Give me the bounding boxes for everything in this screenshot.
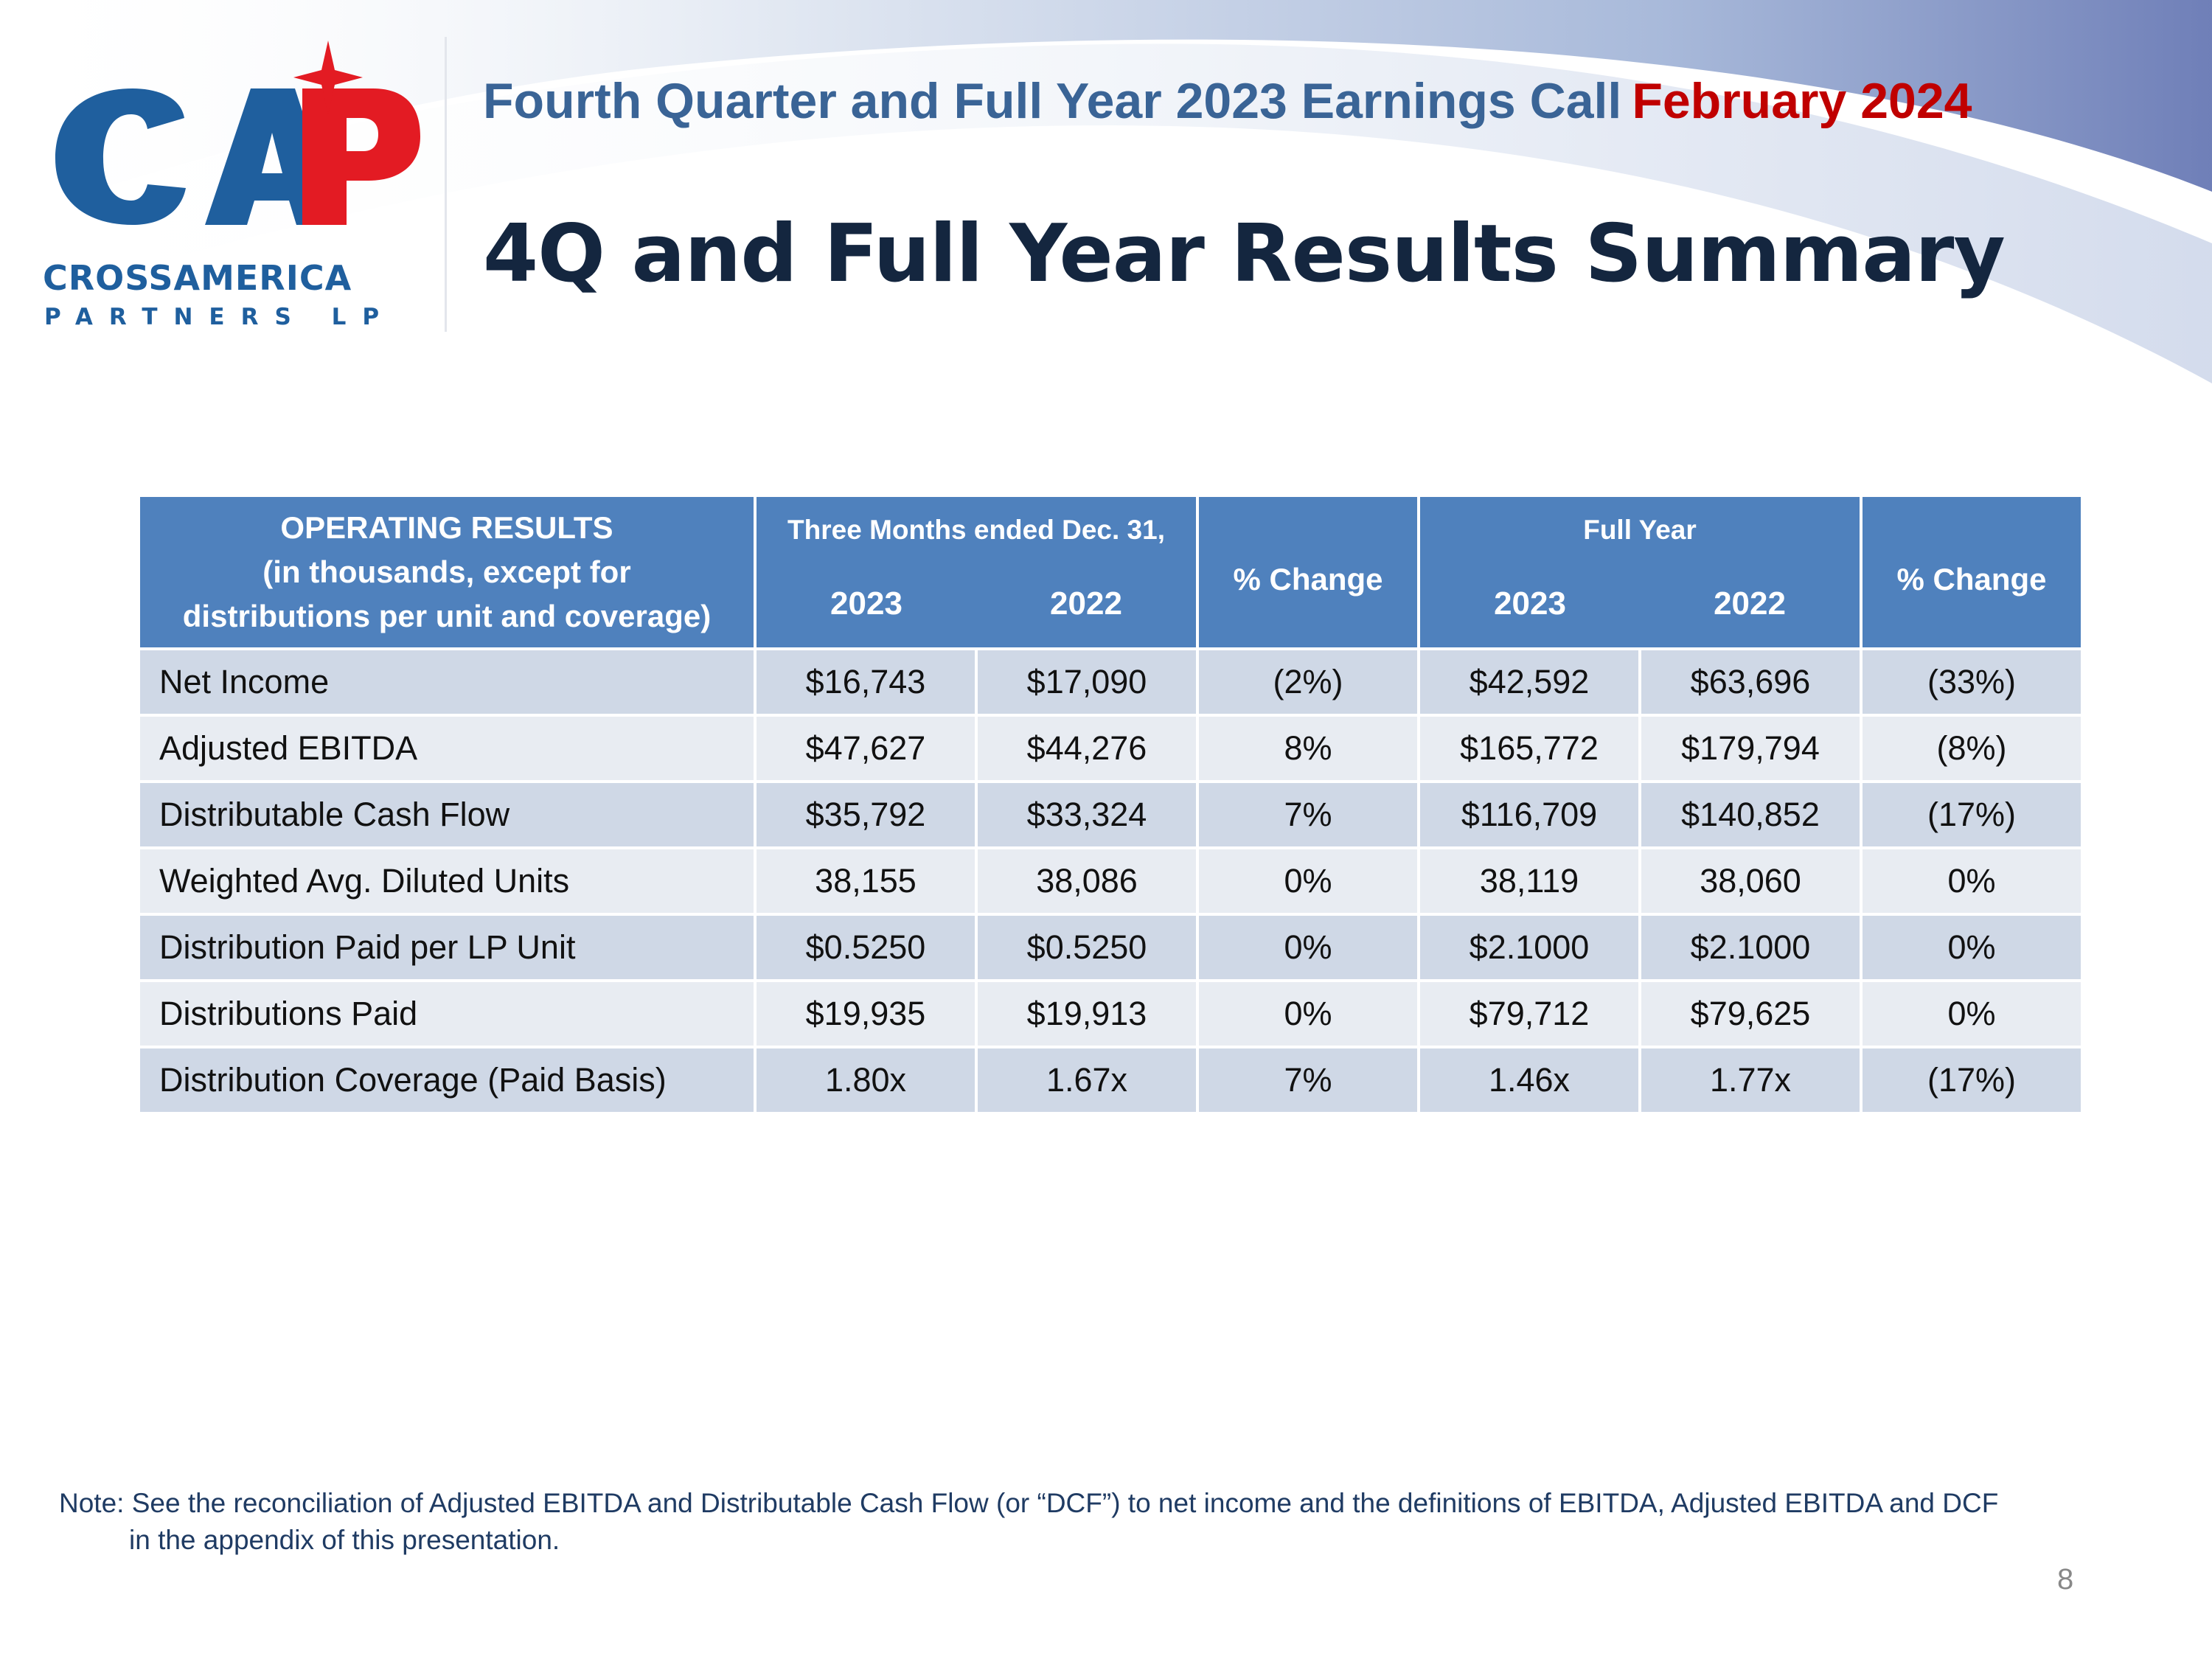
cell-q-2022: 38,086 [978,849,1196,913]
cell-q-pct: (2%) [1199,650,1417,714]
cell-q-pct: 7% [1199,783,1417,846]
table-row-distribution-per-unit [140,916,2081,979]
operating-results-table [137,494,2084,1115]
cell-q-2023: $0.5250 [757,916,975,979]
cell-q-2023: 38,155 [757,849,975,913]
cell-fy-2022: $79,625 [1641,982,1860,1046]
table-row-weighted-avg-units [140,849,2081,913]
logo-company-subtitle: PARTNERS LP [44,304,396,330]
row-label: Distribution Paid per LP Unit [140,916,754,979]
subtitle-date: February 2024 [1632,73,1972,129]
cell-fy-2023: $165,772 [1420,717,1638,780]
header-title-line: (in thousands, except for [262,554,631,589]
cell-fy-pct: (8%) [1863,717,2081,780]
presentation-subtitle [483,72,1972,130]
header-fy-year-2022: 2022 [1714,585,1786,622]
cap-logo-mark [29,37,428,251]
footnote-line-2: in the appendix of this presentation. [129,1525,560,1555]
cell-fy-2022: $63,696 [1641,650,1860,714]
footnote-line-1: Note: See the reconciliation of Adjusted EBITDA and Distributable Cash Flow (or “DCF”) to net income and the definitions of EBITDA, Adjusted EBITDA and DCF [59,1488,1999,1518]
header-fy-pct-change [1863,497,2081,647]
cell-q-2023: $19,935 [757,982,975,1046]
cell-q-pct: 0% [1199,916,1417,979]
cell-fy-2022: $179,794 [1641,717,1860,780]
header-three-months [757,497,1196,647]
cell-fy-2022: $140,852 [1641,783,1860,846]
table-row-distribution-coverage [140,1048,2081,1112]
header-quarter-pct-change [1199,497,1417,647]
cell-q-2022: $17,090 [978,650,1196,714]
cell-fy-2023: 1.46x [1420,1048,1638,1112]
header-operating-results [140,497,754,647]
cell-q-2022: $19,913 [978,982,1196,1046]
table-row-adjusted-ebitda [140,717,2081,780]
cell-q-2022: $0.5250 [978,916,1196,979]
row-label: Weighted Avg. Diluted Units [140,849,754,913]
footnote [59,1485,2124,1559]
header-fy-year-2023: 2023 [1494,585,1566,622]
header-quarter-year-2023: 2023 [830,585,902,622]
cell-fy-2022: 38,060 [1641,849,1860,913]
cell-q-pct: 7% [1199,1048,1417,1112]
row-label: Distributions Paid [140,982,754,1046]
cell-fy-2023: 38,119 [1420,849,1638,913]
slide-title: 4Q and Full Year Results Summary [483,208,2005,300]
header-pct-change-label: % Change [1233,562,1383,597]
logo-divider [445,37,447,332]
cell-q-2022: $44,276 [978,717,1196,780]
cell-fy-pct: 0% [1863,982,2081,1046]
subtitle-text: Fourth Quarter and Full Year 2023 Earnings Call [483,73,1622,129]
table-row-distributions-paid [140,982,2081,1046]
table-header-row [140,497,2081,647]
cell-fy-2023: $42,592 [1420,650,1638,714]
cell-fy-2023: $116,709 [1420,783,1638,846]
cell-q-pct: 0% [1199,982,1417,1046]
row-label: Distribution Coverage (Paid Basis) [140,1048,754,1112]
header-quarter-year-2022: 2022 [1050,585,1122,622]
table-row-net-income [140,650,2081,714]
cell-fy-pct: 0% [1863,916,2081,979]
row-label: Adjusted EBITDA [140,717,754,780]
cell-fy-2023: $79,712 [1420,982,1638,1046]
cell-q-2023: $35,792 [757,783,975,846]
cell-fy-2022: 1.77x [1641,1048,1860,1112]
cell-fy-2022: $2.1000 [1641,916,1860,979]
cell-fy-pct: (17%) [1863,783,2081,846]
cell-q-2023: $47,627 [757,717,975,780]
cell-q-2022: $33,324 [978,783,1196,846]
logo-company-name: CROSSAMERICA [43,258,352,298]
row-label: Net Income [140,650,754,714]
cell-fy-2023: $2.1000 [1420,916,1638,979]
page-number: 8 [2057,1563,2074,1596]
cell-q-2023: $16,743 [757,650,975,714]
cell-q-pct: 0% [1199,849,1417,913]
cell-q-2023: 1.80x [757,1048,975,1112]
header-pct-change-label: % Change [1896,562,2047,597]
header-full-year [1420,497,1860,647]
cell-fy-pct: (17%) [1863,1048,2081,1112]
header-title-line: distributions per unit and coverage) [182,599,712,633]
header-three-months-label: Three Months ended Dec. 31, [787,515,1165,545]
company-logo [29,37,428,347]
header-full-year-label: Full Year [1583,515,1697,545]
cell-q-2022: 1.67x [978,1048,1196,1112]
cell-fy-pct: 0% [1863,849,2081,913]
cell-q-pct: 8% [1199,717,1417,780]
header-title-line: OPERATING RESULTS [280,510,613,545]
cell-fy-pct: (33%) [1863,650,2081,714]
row-label: Distributable Cash Flow [140,783,754,846]
table-row-distributable-cash-flow [140,783,2081,846]
